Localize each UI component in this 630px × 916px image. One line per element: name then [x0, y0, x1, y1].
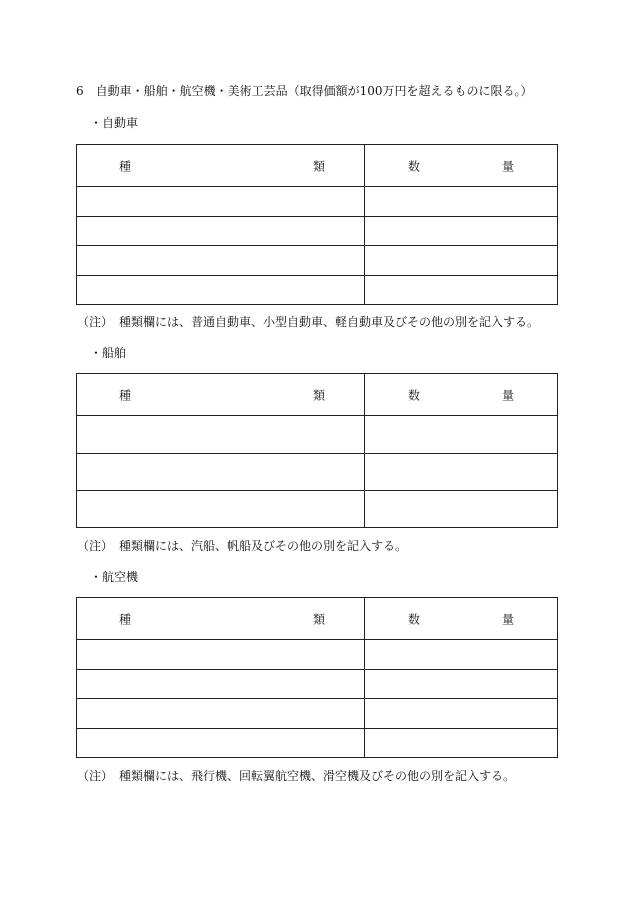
quantity-header-left: 数: [408, 612, 421, 626]
car-table: [76, 144, 558, 305]
quantity-cell[interactable]: [365, 670, 558, 699]
kind-cell[interactable]: [77, 217, 365, 246]
aircraft-table: [76, 597, 558, 758]
quantity-header-left: 数: [408, 159, 421, 173]
note-car: （注） 種類欄には、普通自動車、小型自動車、軽自動車及びその他の別を記入する。: [77, 315, 540, 329]
table-row: [77, 454, 558, 491]
quantity-cell[interactable]: [365, 276, 558, 305]
table-row: [77, 491, 558, 528]
quantity-cell[interactable]: [365, 729, 558, 758]
kind-cell[interactable]: [77, 416, 365, 454]
table-header-row: [77, 374, 558, 416]
quantity-cell[interactable]: [365, 699, 558, 729]
quantity-cell[interactable]: [365, 187, 558, 217]
kind-header-right: 類: [313, 612, 326, 626]
kind-cell[interactable]: [77, 670, 365, 699]
quantity-header-right: 量: [502, 388, 515, 402]
kind-cell[interactable]: [77, 491, 365, 528]
quantity-cell[interactable]: [365, 491, 558, 528]
quantity-header-cell: [365, 598, 558, 640]
kind-cell[interactable]: [77, 640, 365, 670]
table-row: [77, 670, 558, 699]
ship-table: [76, 373, 558, 528]
table-header-row: [77, 145, 558, 187]
kind-header-left: 種: [119, 612, 132, 626]
kind-cell[interactable]: [77, 187, 365, 217]
table-row: [77, 217, 558, 246]
note-ship: （注） 種類欄には、汽船、帆船及びその他の別を記入する。: [77, 539, 408, 553]
quantity-cell[interactable]: [365, 416, 558, 454]
table-row: [77, 187, 558, 217]
quantity-cell[interactable]: [365, 640, 558, 670]
table-row: [77, 416, 558, 454]
subsection-title-aircraft: ・航空機: [90, 570, 139, 584]
kind-header-cell: [77, 598, 365, 640]
table-row: [77, 640, 558, 670]
subsection-title-car: ・自動車: [90, 116, 139, 130]
kind-header-left: 種: [119, 388, 132, 402]
kind-cell[interactable]: [77, 729, 365, 758]
kind-header-cell: [77, 145, 365, 187]
quantity-header-cell: [365, 374, 558, 416]
subsection-title-ship: ・船舶: [90, 346, 127, 360]
quantity-cell[interactable]: [365, 246, 558, 276]
quantity-cell[interactable]: [365, 217, 558, 246]
kind-header-right: 類: [313, 159, 326, 173]
kind-cell[interactable]: [77, 699, 365, 729]
note-aircraft: （注） 種類欄には、飛行機、回転翼航空機、滑空機及びその他の別を記入する。: [77, 769, 516, 783]
table-row: [77, 246, 558, 276]
kind-cell[interactable]: [77, 246, 365, 276]
kind-header-left: 種: [119, 159, 132, 173]
kind-cell[interactable]: [77, 454, 365, 491]
section-heading: 6 自動車・船舶・航空機・美術工芸品（取得価額が100万円を超えるものに限る。）: [76, 84, 533, 98]
quantity-header-right: 量: [502, 612, 515, 626]
table-row: [77, 699, 558, 729]
quantity-cell[interactable]: [365, 454, 558, 491]
kind-cell[interactable]: [77, 276, 365, 305]
quantity-header-cell: [365, 145, 558, 187]
kind-header-right: 類: [313, 388, 326, 402]
table-row: [77, 276, 558, 305]
table-row: [77, 729, 558, 758]
quantity-header-left: 数: [408, 388, 421, 402]
table-header-row: [77, 598, 558, 640]
kind-header-cell: [77, 374, 365, 416]
quantity-header-right: 量: [502, 159, 515, 173]
